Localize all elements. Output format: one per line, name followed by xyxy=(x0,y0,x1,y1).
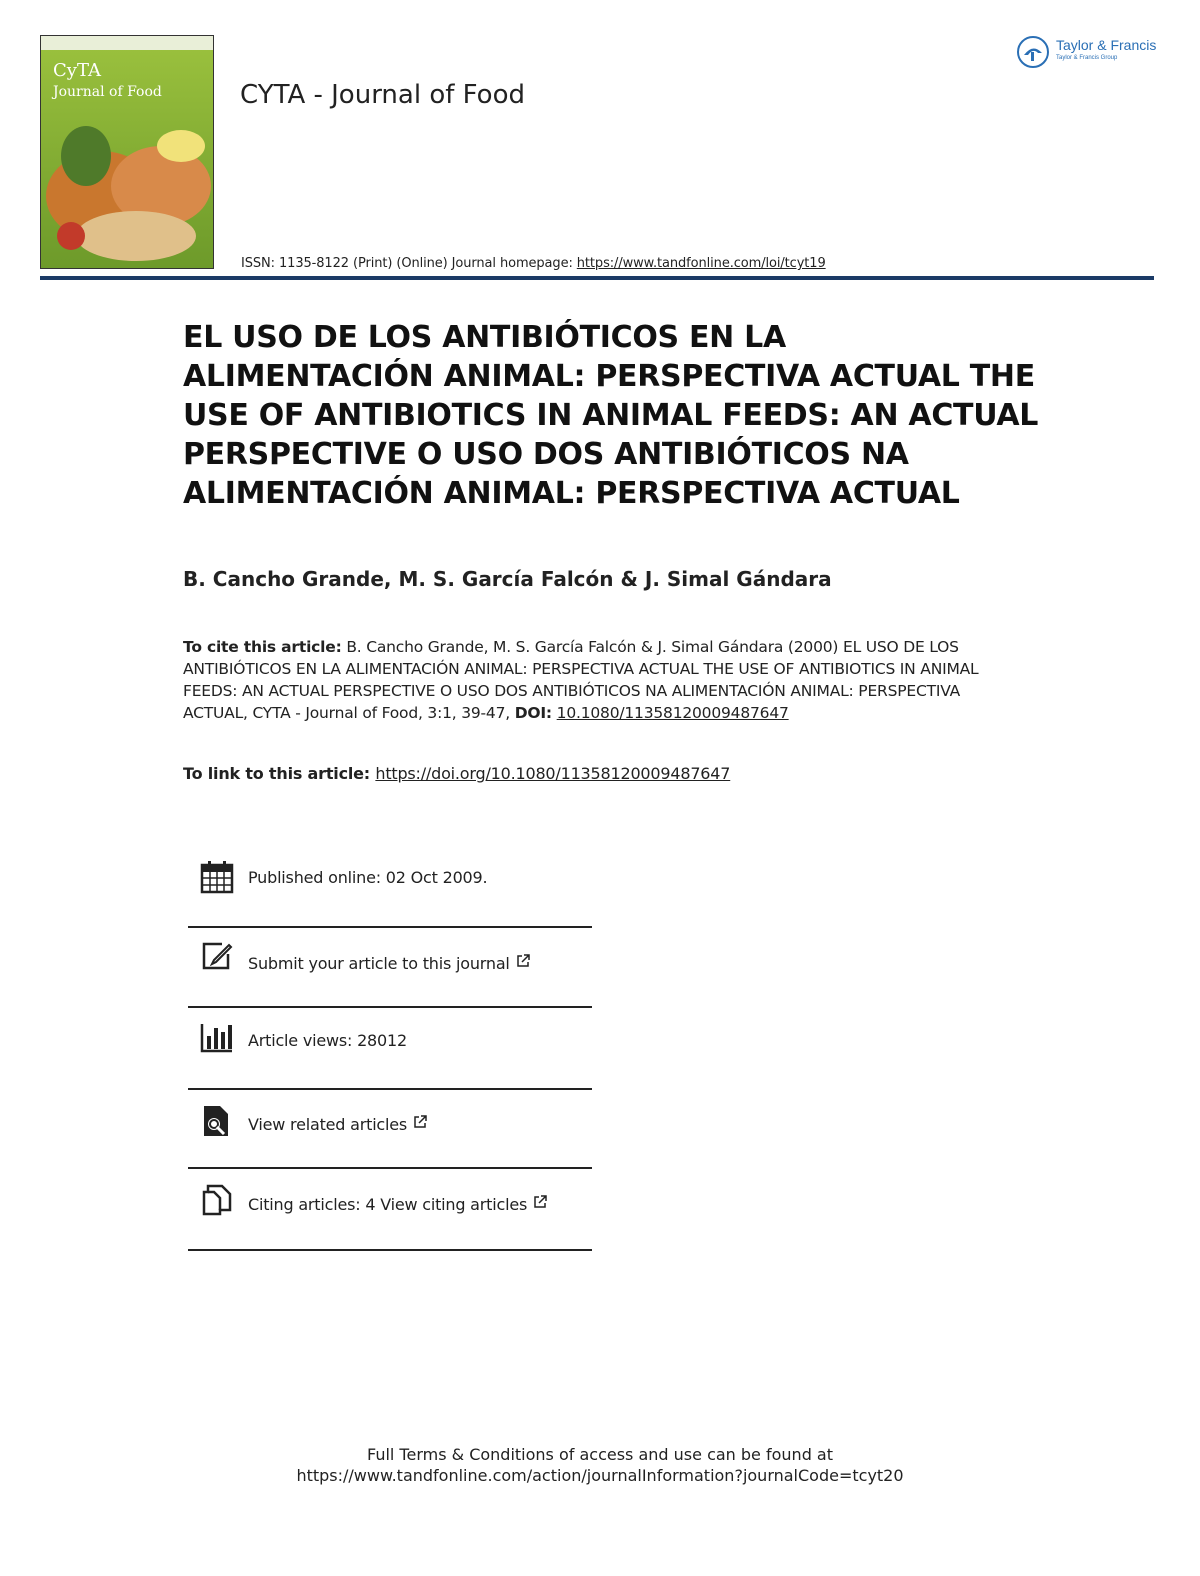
citing-articles-label: View citing articles xyxy=(380,1195,528,1214)
citing-articles-count: Citing articles: 4 xyxy=(248,1195,381,1214)
submit-article-label: Submit your article to this journal xyxy=(248,954,510,973)
published-online-row xyxy=(188,858,592,898)
related-articles-row[interactable] xyxy=(188,1100,592,1150)
citation-text: B. Cancho Grande, M. S. García Falcón & J. Simal Gándara (2000) EL USO DE LOS ANTIBIÓTICOS EN LA ALIMENTACIÓN ANIMAL: PERSPECTIVA ACTUAL THE USE OF ANTIBIOTICS IN ANIMAL FEEDS: AN ACTUAL PERSPECTIVE O USO DOS ANTIBIÓTICOS NA ALIMENTACIÓN ANIMAL: PERSPECTIVA ACTUAL, CYTA - Journal of Food, 3:1, 39-47, xyxy=(183,638,979,722)
publisher-logo-icon xyxy=(1016,35,1050,69)
doi-link[interactable]: 10.1080/11358120009487647 xyxy=(556,704,789,722)
article-title: EL USO DE LOS ANTIBIÓTICOS EN LA ALIMENTACIÓN ANIMAL: PERSPECTIVA ACTUAL THE USE OF ANTIBIOTICS IN ANIMAL FEEDS: AN ACTUAL PERSPECTIVE O USO DOS ANTIBIÓTICOS NA ALIMENTACIÓN ANIMAL: PERSPECTIVA ACTUAL xyxy=(183,320,1039,511)
article-doi-url[interactable]: https://doi.org/10.1080/11358120009487647 xyxy=(375,764,731,783)
cover-title: CyTA xyxy=(53,60,101,81)
footer xyxy=(0,1444,1200,1486)
external-link-icon xyxy=(413,1115,427,1129)
info-divider xyxy=(188,1088,592,1090)
citing-articles-text xyxy=(248,1195,547,1214)
document-search-icon xyxy=(200,1104,234,1138)
journal-cover-image xyxy=(40,35,214,269)
published-online-text: Published online: 02 Oct 2009. xyxy=(248,868,488,887)
submit-article-link[interactable] xyxy=(248,954,530,973)
article-views-text: Article views: 28012 xyxy=(248,1031,407,1050)
citation-label: To cite this article: xyxy=(183,638,342,656)
journal-homepage-link[interactable]: https://www.tandfonline.com/loi/tcyt19 xyxy=(576,256,826,271)
related-articles-link[interactable] xyxy=(248,1115,427,1134)
copy-documents-icon xyxy=(200,1182,234,1216)
calendar-icon xyxy=(200,860,234,894)
article-link-label: To link to this article: xyxy=(183,764,376,783)
citing-articles-link[interactable] xyxy=(380,1195,547,1214)
info-divider xyxy=(188,926,592,928)
publisher-logo[interactable] xyxy=(1016,35,1166,69)
edit-icon xyxy=(200,938,234,972)
doi-label: DOI: xyxy=(514,704,552,722)
cover-artwork xyxy=(41,36,213,268)
article-link-block xyxy=(183,764,730,783)
issn-line xyxy=(241,256,826,271)
header-divider xyxy=(40,276,1154,280)
footer-terms-text: Full Terms & Conditions of access and use can be found at xyxy=(366,1445,834,1464)
info-divider xyxy=(188,1167,592,1169)
info-divider xyxy=(188,1006,592,1008)
publisher-name: Taylor & Francis xyxy=(1056,37,1157,53)
related-articles-label: View related articles xyxy=(248,1115,408,1134)
submit-article-row[interactable] xyxy=(188,938,592,988)
info-divider xyxy=(188,1249,592,1251)
article-authors: B. Cancho Grande, M. S. García Falcón & J. Simal Gándara xyxy=(183,567,832,591)
bar-chart-icon xyxy=(200,1020,234,1054)
external-link-icon xyxy=(516,954,530,968)
cover-subtitle: Journal of Food xyxy=(53,84,162,100)
publisher-tagline: Taylor & Francis Group xyxy=(1056,55,1118,61)
issn-text: ISSN: 1135-8122 (Print) (Online) Journal homepage: xyxy=(241,256,577,271)
citing-articles-row[interactable] xyxy=(188,1180,592,1230)
footer-terms-link[interactable]: https://www.tandfonline.com/action/journalInformation?journalCode=tcyt20 xyxy=(296,1466,904,1485)
journal-name: CYTA - Journal of Food xyxy=(240,80,525,110)
external-link-icon xyxy=(533,1195,547,1209)
article-views-row xyxy=(188,1020,592,1060)
citation-block xyxy=(183,636,1013,724)
